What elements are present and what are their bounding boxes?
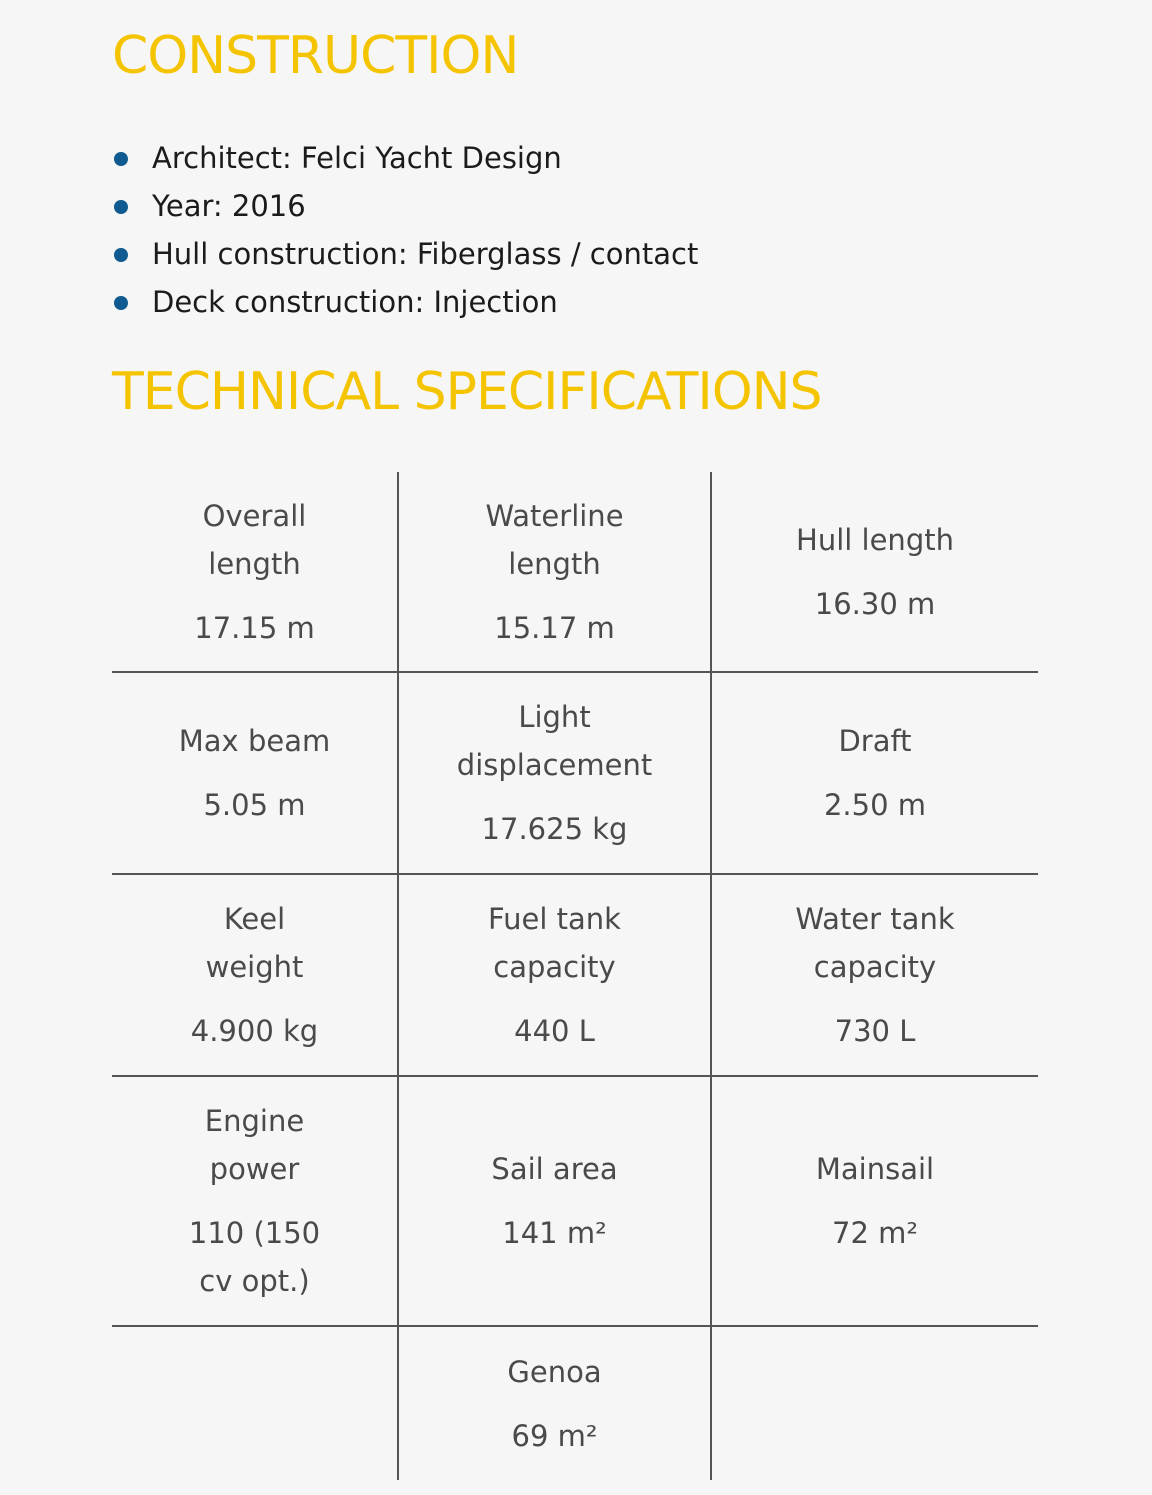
spec-cell	[112, 1077, 399, 1327]
spec-cell	[112, 875, 399, 1077]
spec-label: Overall length	[202, 498, 307, 581]
spec-cell	[112, 472, 399, 673]
spec-cell	[712, 673, 1038, 875]
spec-cell	[399, 875, 712, 1077]
spec-cell	[399, 1077, 712, 1327]
list-item-text: Architect: Felci Yacht Design	[152, 141, 562, 175]
spec-label: Mainsail	[815, 1152, 935, 1186]
spec-value: 2.50 m	[823, 788, 927, 822]
construction-heading: CONSTRUCTION	[112, 26, 519, 86]
spec-label: Max beam	[178, 724, 331, 758]
spec-value: 17.15 m	[194, 610, 315, 645]
spec-cell-empty	[112, 1327, 399, 1480]
spec-cell	[712, 472, 1038, 673]
spec-label: Water tank capacity	[795, 902, 955, 984]
bullet-icon	[114, 200, 128, 214]
list-item	[112, 134, 698, 182]
spec-value: 69 m²	[511, 1418, 598, 1453]
spec-value: 110 (150 cv opt.)	[188, 1216, 321, 1298]
spec-value: 15.17 m	[494, 610, 615, 645]
spec-label: Light displacement	[456, 700, 653, 782]
spec-value: 440 L	[514, 1014, 595, 1048]
spec-value: 730 L	[834, 1014, 916, 1048]
spec-label: Sail area	[491, 1152, 618, 1186]
spec-cell	[712, 875, 1038, 1077]
spec-value: 141 m²	[502, 1216, 607, 1250]
bullet-icon	[114, 296, 128, 310]
spec-value: 5.05 m	[203, 788, 306, 822]
bullet-icon	[114, 152, 128, 166]
spec-cell	[399, 472, 712, 673]
list-item	[112, 278, 698, 326]
list-item-text: Year: 2016	[152, 189, 306, 223]
spec-cell	[112, 673, 399, 875]
technical-specifications-heading: TECHNICAL SPECIFICATIONS	[112, 362, 822, 422]
list-item-text: Deck construction: Injection	[152, 285, 558, 319]
spec-label: Engine power	[204, 1104, 305, 1186]
spec-label: Fuel tank capacity	[488, 902, 621, 984]
spec-label: Draft	[838, 724, 912, 758]
spec-cell	[399, 673, 712, 875]
list-item	[112, 182, 698, 230]
spec-value: 4.900 kg	[190, 1014, 319, 1048]
specifications-table	[112, 472, 1038, 1480]
spec-cell	[712, 1077, 1038, 1327]
spec-cell	[399, 1327, 712, 1480]
spec-value: 17.625 kg	[481, 812, 628, 846]
list-item-text: Hull construction: Fiberglass / contact	[152, 237, 699, 271]
spec-label: Waterline length	[485, 498, 624, 581]
spec-label: Genoa	[507, 1354, 602, 1389]
spec-value: 16.30 m	[814, 586, 936, 621]
spec-label: Keel weight	[205, 902, 304, 984]
construction-list	[112, 134, 698, 326]
bullet-icon	[114, 248, 128, 262]
list-item	[112, 230, 698, 278]
spec-value: 72 m²	[832, 1216, 918, 1250]
spec-label: Hull length	[796, 522, 954, 557]
spec-cell-empty	[712, 1327, 1038, 1480]
